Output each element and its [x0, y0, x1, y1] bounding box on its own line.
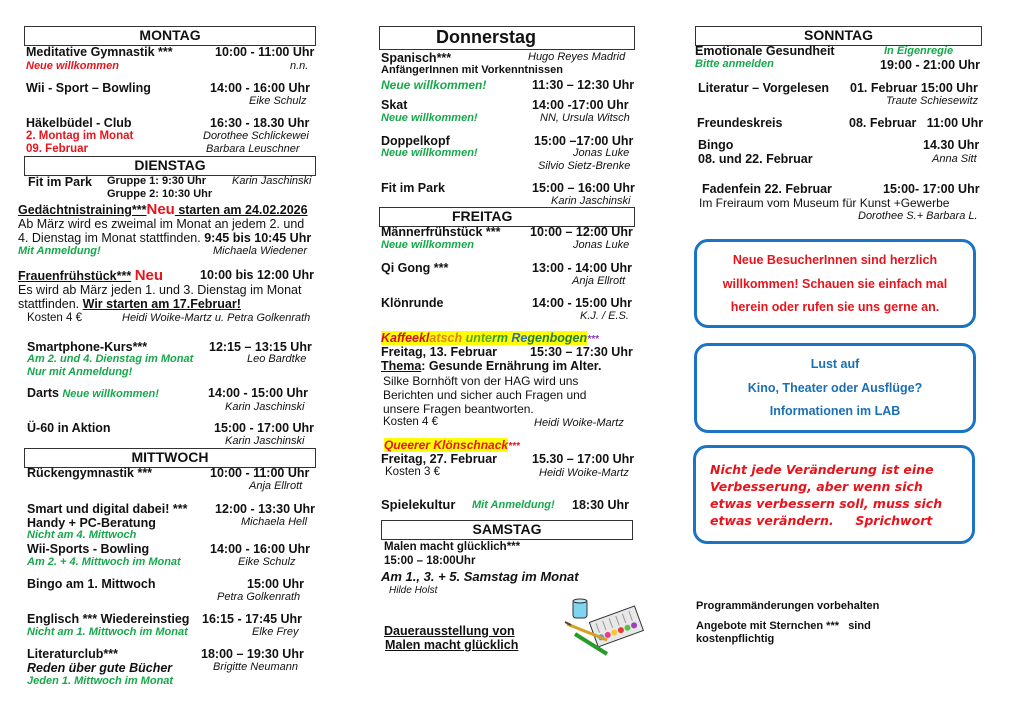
event-name: Wii-Sports - Bowling: [27, 542, 150, 556]
event-time: 18:00 – 19:30 Uhr: [201, 647, 304, 661]
exhibit-line: Dauerausstellung von: [384, 624, 515, 638]
event-person: Heidi Woike-Martz u. Petra Golkenrath: [122, 312, 311, 324]
monday-header: MONTAG: [24, 26, 316, 46]
event-time: 14:00 -17:00 Uhr: [532, 98, 629, 112]
event-time: 10:00 bis 12:00 Uhr: [200, 268, 314, 282]
event-time: 18:30 Uhr: [572, 498, 629, 512]
event-person: Leo Bardtke: [247, 353, 307, 365]
event-note: Mit Anmeldung!: [18, 245, 101, 257]
event-name: Männerfrühstück ***: [381, 225, 501, 239]
lab-line: Lust auf: [810, 357, 860, 371]
event-name: Fit im Park: [28, 175, 92, 189]
event-person: Barbara Leuschner: [206, 143, 300, 155]
event-time: 14:00 - 15:00 Uhr: [208, 386, 309, 400]
event-group: Gruppe 1: 9:30 Uhr: [107, 175, 207, 187]
event-name: Smartphone-Kurs***: [27, 340, 148, 354]
event-person: Heidi Woike-Martz: [534, 417, 624, 429]
event-time: 10:00 – 12:00 Uhr: [530, 225, 633, 239]
event-name: Ü-60 in Aktion: [27, 421, 111, 435]
event-note: Am 2. + 4. Mittwoch im Monat: [27, 556, 181, 568]
event-person: Jonas Luke: [573, 239, 630, 251]
event-time: 14.30 Uhr: [923, 138, 980, 152]
event-name: Englisch *** Wiedereinstieg: [27, 612, 190, 626]
event-person: Dorothee S.+ Barbara L.: [858, 210, 978, 222]
event-start: starten am 24.02.2026: [174, 203, 308, 217]
event-desc: Silke Bornhöft von der HAG wird uns: [383, 374, 579, 388]
lab-line: Kino, Theater oder Ausflüge?: [747, 380, 923, 395]
welcome-line: Neue BesucherInnen sind herzlich: [732, 253, 938, 267]
event-person: Heidi Woike-Martz: [539, 467, 629, 479]
event-name: Bingo: [698, 138, 734, 152]
event-note: Nicht am 1. Mittwoch im Monat: [27, 626, 188, 638]
event-name: Frauenfrühstück***: [18, 269, 132, 283]
title-part: rm: [491, 331, 512, 345]
event-name: Rückengymnastik ***: [27, 466, 153, 480]
highlighted-title: Queerer Klönschnack: [384, 438, 509, 452]
event-desc: unsere Fragen beantworten.: [383, 402, 534, 416]
event-time: 10:00 - 11:00 Uhr: [210, 466, 310, 480]
title-part: atsch: [429, 331, 466, 345]
event-desc: [18, 297, 241, 311]
event-time: 12:15 – 13:15 Uhr: [209, 340, 312, 354]
event-name: Emotionale Gesundheit: [695, 44, 835, 58]
event-cost: Kosten 3 €: [385, 466, 440, 478]
event-note: 09. Februar: [26, 143, 88, 155]
quote-line: etwas verändern. Sprichwort: [710, 513, 933, 528]
event-name: Meditative Gymnastik ***: [26, 45, 173, 59]
exhibit-line: Malen macht glücklich: [385, 638, 519, 652]
event-time: 12:00 - 13:30 Uhr: [215, 502, 316, 516]
stars-note: Angebote mit Sternchen *** sind: [696, 620, 871, 632]
event-title: [18, 267, 163, 284]
tuesday-header: DIENSTAG: [24, 156, 316, 176]
event-name: Freundeskreis: [697, 116, 783, 130]
new-badge: Neu: [146, 201, 175, 218]
event-tag: In Eigenregie: [884, 45, 954, 57]
event-desc: Es wird ab März jeden 1. und 3. Dienstag im Monat: [18, 283, 302, 297]
event-when: Am 1., 3. + 5. Samstag im Monat: [381, 569, 579, 584]
event-person: Elke Frey: [252, 626, 299, 638]
event-time: 15:00 –17:00 Uhr: [534, 134, 634, 148]
event-name: Darts: [27, 386, 59, 400]
event-name: Malen macht glücklich***: [384, 541, 521, 553]
event-time: 10:00 - 11:00 Uhr: [215, 45, 315, 59]
event-title: [381, 497, 455, 512]
theme-label: Thema: [381, 359, 422, 373]
event-note: Nicht am 4. Mittwoch: [27, 529, 137, 541]
event-time: 14:00 - 15:00 Uhr: [532, 296, 633, 310]
event-person: Anna Sitt: [932, 153, 977, 165]
event-note: Nur mit Anmeldung!: [27, 366, 133, 378]
title-part: unte: [465, 331, 492, 345]
event-name: Bingo am 1. Mittwoch: [27, 577, 156, 591]
quote-line: etwas verbessern soll, muss sich: [710, 496, 943, 511]
event-name: Spanisch***: [381, 51, 452, 65]
changes-note: Programmänderungen vorbehalten: [696, 600, 880, 612]
event-person: Karin Jaschinski: [232, 175, 312, 187]
event-place: Im Freiraum vom Museum für Kunst +Gewerbe: [699, 196, 950, 210]
event-name: Smart und digital dabei! ***: [27, 502, 188, 516]
event-desc: [18, 231, 311, 245]
lab-info-box: [694, 343, 976, 433]
event-person: Karin Jaschinski: [551, 195, 631, 207]
stars: ***: [508, 441, 520, 452]
event-name: Fadenfein 22. Februar: [702, 182, 832, 196]
event-time: 11:30 – 12:30 Uhr: [532, 78, 635, 92]
event-title: [18, 201, 308, 218]
event-name: Gedächtnistraining***: [18, 203, 147, 217]
event-theme: [381, 359, 601, 373]
event-date: 08. Februar 11:00 Uhr: [849, 116, 984, 130]
event-time: 15:00- 17:00 Uhr: [883, 182, 980, 196]
event-person: Karin Jaschinski: [225, 435, 305, 447]
event-person: Eike Schulz: [249, 95, 307, 107]
stars-note: kostenpflichtig: [696, 633, 775, 645]
event-name: Skat: [381, 98, 408, 112]
event-group: Gruppe 2: 10:30 Uhr: [107, 188, 213, 200]
event-date: Freitag, 13. Februar: [381, 345, 498, 359]
event-note: Neue willkommen!: [381, 78, 487, 92]
event-note: Neue willkommen!: [381, 112, 478, 124]
event-time: 15.30 – 17:00 Uhr: [532, 452, 635, 466]
event-time: 13:00 - 14:00 Uhr: [532, 261, 633, 275]
lab-line: Informationen im LAB: [769, 404, 901, 418]
event-note: Neue willkommen!: [381, 147, 478, 159]
welcome-line: herein oder rufen sie uns gerne an.: [730, 300, 940, 314]
quote-line: Nicht jede Veränderung ist eine: [710, 462, 934, 477]
event-time: 15:00 – 16:00 Uhr: [532, 181, 635, 195]
event-note: Jeden 1. Mittwoch im Monat: [27, 675, 174, 687]
event-person: Hugo Reyes Madrid: [528, 51, 626, 63]
theme-text: : Gesunde Ernährung im Alter.: [421, 359, 602, 373]
event-start: Wir starten am 17.Februar!: [82, 297, 241, 311]
event-name: Doppelkopf: [381, 134, 450, 148]
friday-header: FREITAG: [379, 207, 635, 227]
event-time: 16:30 - 18.30 Uhr: [210, 116, 310, 130]
event-note: Neue willkommen: [381, 239, 474, 251]
event-person: Anja Ellrott: [572, 275, 626, 287]
event-time: 19:00 - 21:00 Uhr: [880, 58, 981, 72]
welcome-box: [694, 239, 976, 328]
event-person: NN, Ursula Witsch: [540, 112, 630, 124]
wednesday-header: MITTWOCH: [24, 448, 316, 468]
event-title-queer: [384, 438, 520, 452]
event-time: 9:45 bis 10:45 Uhr: [204, 231, 312, 245]
sunday-header: SONNTAG: [695, 26, 982, 46]
saturday-header: SAMSTAG: [381, 520, 633, 540]
event-date: Freitag, 27. Februar: [381, 452, 498, 466]
event-time: 16:15 - 17:45 Uhr: [202, 612, 303, 626]
event-name: Qi Gong ***: [381, 261, 449, 275]
event-name: Wii - Sport – Bowling: [26, 81, 151, 95]
event-note: Bitte anmelden: [695, 58, 774, 70]
stars: ***: [587, 334, 599, 345]
desc-text: stattfinden.: [18, 297, 80, 311]
event-person: Jonas Luke: [573, 147, 630, 159]
event-person: n.n.: [290, 60, 309, 72]
event-person: Karin Jaschinski: [225, 401, 305, 413]
event-name: Literaturclub***: [27, 647, 118, 661]
quote-line: Verbesserung, aber wenn sich: [710, 479, 923, 494]
event-time: 15:30 – 17:30 Uhr: [530, 345, 633, 359]
event-person: Michaela Wiedener: [213, 245, 308, 257]
event-sub: Handy + PC-Beratung: [27, 516, 156, 530]
event-person: Eike Schulz: [238, 556, 296, 568]
event-person: Silvio Sietz-Brenke: [538, 160, 631, 172]
title-part: Re: [511, 331, 528, 345]
event-time: 15:00 Uhr: [247, 577, 304, 591]
event-name: Klönrunde: [381, 296, 444, 310]
event-person: Hilde Holst: [389, 585, 438, 596]
highlighted-title: [381, 331, 587, 345]
event-title-kaffeeklatsch: [381, 331, 599, 345]
event-time: 15:00 – 18:00Uhr: [384, 555, 476, 567]
quote-box: [693, 445, 975, 544]
event-title: [27, 386, 159, 400]
event-cost: Kosten 4 €: [383, 416, 438, 428]
event-desc: Berichten und sicher auch Fragen und: [383, 388, 587, 402]
event-person: Brigitte Neumann: [213, 661, 298, 673]
paint-palette-icon: [563, 598, 645, 658]
event-note: Am 2. und 4. Dienstag im Monat: [27, 353, 194, 365]
event-person: Anja Ellrott: [249, 480, 303, 492]
title-part: Kaffeekl: [381, 331, 430, 345]
desc-text: 4. Dienstag im Monat stattfinden.: [18, 231, 201, 245]
event-desc: Ab März wird es zweimal im Monat an jedem 2. und: [18, 217, 305, 231]
event-date: 08. und 22. Februar: [698, 152, 813, 166]
event-note: Mit Anmeldung!: [472, 499, 555, 511]
event-name: Literatur – Vorgelesen: [698, 81, 830, 95]
event-time: 14:00 - 16:00 Uhr: [210, 542, 311, 556]
title-part: genbogen: [527, 331, 588, 345]
event-name: Häkelbüdel - Club: [26, 116, 132, 130]
event-person: Traute Schiesewitz: [886, 95, 979, 107]
event-person: Michaela Hell: [241, 516, 308, 528]
event-date: 01. Februar 15:00 Uhr: [850, 81, 978, 95]
event-person: Dorothee Schlickewei: [203, 130, 309, 142]
event-cost: Kosten 4 €: [27, 312, 82, 324]
event-person: K.J. / E.S.: [580, 310, 629, 322]
event-note: Neue willkommen: [26, 60, 119, 72]
event-note: 2. Montag im Monat: [26, 130, 134, 142]
event-name: Fit im Park: [381, 181, 445, 195]
event-sub: AnfängerInnen mit Vorkenntnissen: [381, 64, 563, 76]
new-badge: Neu: [134, 267, 164, 284]
event-time: 15:00 - 17:00 Uhr: [214, 421, 315, 435]
event-time: 14:00 - 16:00 Uhr: [210, 81, 311, 95]
thursday-header: Donnerstag: [379, 26, 635, 50]
event-sub: Reden über gute Bücher: [27, 661, 173, 675]
event-note: Neue willkommen!: [62, 388, 159, 400]
event-name: Spielekultur: [381, 497, 456, 512]
event-person: Petra Golkenrath: [217, 591, 301, 603]
welcome-line: willkommen! Schauen sie einfach mal: [722, 276, 948, 291]
